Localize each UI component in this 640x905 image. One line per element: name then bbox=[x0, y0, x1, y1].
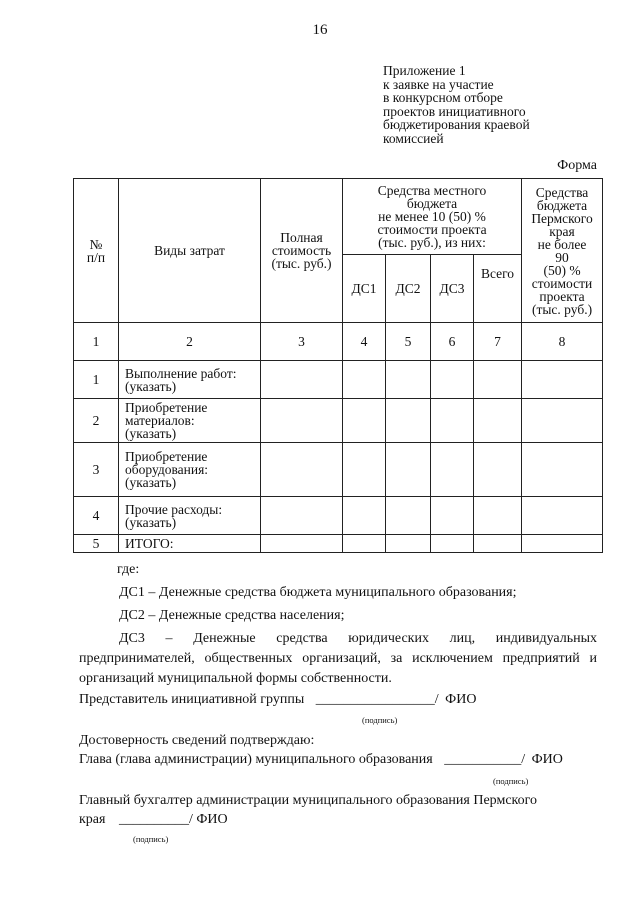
notes-where: где: bbox=[117, 562, 140, 577]
rep-signature-line bbox=[79, 692, 476, 708]
cell-total[interactable] bbox=[261, 399, 343, 443]
column-numbers-row bbox=[74, 323, 603, 361]
cell-ds1[interactable] bbox=[343, 443, 386, 497]
col-number: 4 bbox=[343, 323, 386, 361]
cell-ds3[interactable] bbox=[431, 535, 474, 553]
row-label: Приобретение оборудования: (указать) bbox=[119, 443, 261, 497]
cell-regional[interactable] bbox=[522, 443, 603, 497]
cell-all[interactable] bbox=[474, 361, 522, 399]
table-row bbox=[74, 497, 603, 535]
header-cost-types: Виды затрат bbox=[119, 179, 261, 323]
appendix-line: бюджетирования краевой bbox=[383, 117, 530, 132]
appendix-line: проектов инициативного bbox=[383, 103, 526, 119]
row-num: 2 bbox=[74, 399, 119, 443]
col-number: 1 bbox=[74, 323, 119, 361]
rep-label: Представитель инициативной группы bbox=[79, 692, 305, 707]
header-ds1: ДС1 bbox=[343, 255, 386, 323]
row-label: Приобретение материалов: (указать) bbox=[119, 399, 261, 443]
header-local-budget: Средства местного бюджета не менее 10 (50) % стоимости проекта (тыс. руб.), из них: bbox=[343, 179, 522, 255]
row-label: ИТОГО: bbox=[119, 535, 261, 553]
appendix-block bbox=[383, 64, 603, 145]
acc-signature-line bbox=[79, 812, 228, 828]
col-number: 5 bbox=[386, 323, 431, 361]
cell-ds2[interactable] bbox=[386, 443, 431, 497]
confirm-text: Достоверность сведений подтверждаю: bbox=[79, 733, 315, 748]
row-num: 4 bbox=[74, 497, 119, 535]
header-num: № п/п bbox=[74, 179, 119, 323]
note-ds2: ДС2 – Денежные средства населения; bbox=[119, 608, 345, 623]
header-ds3: ДС3 bbox=[431, 255, 474, 323]
appendix-line: Приложение 1 bbox=[383, 63, 466, 78]
header-total-cost: Полная стоимость (тыс. руб.) bbox=[261, 179, 343, 323]
acc-caption: (подпись) bbox=[133, 834, 169, 844]
header-all: Всего bbox=[474, 255, 522, 323]
cell-total[interactable] bbox=[261, 443, 343, 497]
col-number: 3 bbox=[261, 323, 343, 361]
row-num: 3 bbox=[74, 443, 119, 497]
col-number: 7 bbox=[474, 323, 522, 361]
appendix-line: в конкурсном отборе bbox=[383, 90, 503, 105]
cell-ds3[interactable] bbox=[431, 497, 474, 535]
table-row-total bbox=[74, 535, 603, 553]
table-row bbox=[74, 361, 603, 399]
head-signature-line bbox=[79, 752, 563, 768]
rep-blank[interactable]: _________________/ bbox=[315, 692, 439, 707]
cell-ds3[interactable] bbox=[431, 361, 474, 399]
cell-total[interactable] bbox=[261, 361, 343, 399]
form-label: Форма bbox=[557, 158, 597, 173]
header-ds2: ДС2 bbox=[386, 255, 431, 323]
cell-all[interactable] bbox=[474, 535, 522, 553]
row-label: Прочие расходы: (указать) bbox=[119, 497, 261, 535]
col-number: 8 bbox=[522, 323, 603, 361]
note-ds1: ДС1 – Денежные средства бюджета муниципального образования; bbox=[119, 585, 517, 600]
col-number: 2 bbox=[119, 323, 261, 361]
cell-ds1[interactable] bbox=[343, 361, 386, 399]
acc-label: края bbox=[79, 812, 106, 827]
cell-regional[interactable] bbox=[522, 535, 603, 553]
cell-ds1[interactable] bbox=[343, 535, 386, 553]
header-regional-budget: Средства бюджета Пермского края не более 90 (50) % стоимости проекта (тыс. руб.) bbox=[522, 179, 603, 323]
table-row bbox=[74, 399, 603, 443]
cell-ds3[interactable] bbox=[431, 399, 474, 443]
note-ds3: ДС3 – Денежные средства юридических лиц, индивидуальных предпринимателей, общественных организаций, за исключением предприятий и организаций муниципальной формы собственности. bbox=[79, 631, 597, 686]
rep-caption: (подпись) bbox=[362, 715, 398, 725]
cell-ds1[interactable] bbox=[343, 497, 386, 535]
cell-all[interactable] bbox=[474, 399, 522, 443]
cost-table bbox=[73, 178, 603, 553]
acc-line1: Главный бухгалтер администрации муниципального образования Пермского bbox=[79, 793, 538, 808]
table-row bbox=[74, 443, 603, 497]
cell-ds1[interactable] bbox=[343, 399, 386, 443]
head-label: Глава (глава администрации) муниципального образования bbox=[79, 752, 433, 767]
cell-ds3[interactable] bbox=[431, 443, 474, 497]
col-number: 6 bbox=[431, 323, 474, 361]
head-blank[interactable]: ___________/ bbox=[444, 752, 526, 767]
acc-blank[interactable]: __________/ bbox=[118, 812, 193, 827]
head-fio: ФИО bbox=[531, 752, 563, 767]
rep-fio: ФИО bbox=[445, 692, 477, 707]
page-number: 16 bbox=[312, 22, 328, 38]
cell-regional[interactable] bbox=[522, 399, 603, 443]
row-num: 5 bbox=[74, 535, 119, 553]
cell-ds2[interactable] bbox=[386, 535, 431, 553]
cell-total[interactable] bbox=[261, 535, 343, 553]
cell-all[interactable] bbox=[474, 497, 522, 535]
cell-total[interactable] bbox=[261, 497, 343, 535]
head-caption: (подпись) bbox=[493, 776, 529, 786]
notes-block bbox=[79, 560, 597, 689]
cell-all[interactable] bbox=[474, 443, 522, 497]
cell-ds2[interactable] bbox=[386, 399, 431, 443]
acc-fio: ФИО bbox=[196, 812, 228, 827]
row-label: Выполнение работ: (указать) bbox=[119, 361, 261, 399]
appendix-line: комиссией bbox=[383, 130, 444, 146]
cell-regional[interactable] bbox=[522, 361, 603, 399]
appendix-line: к заявке на участие bbox=[383, 76, 494, 92]
cell-ds2[interactable] bbox=[386, 497, 431, 535]
cell-ds2[interactable] bbox=[386, 361, 431, 399]
cell-regional[interactable] bbox=[522, 497, 603, 535]
row-num: 1 bbox=[74, 361, 119, 399]
